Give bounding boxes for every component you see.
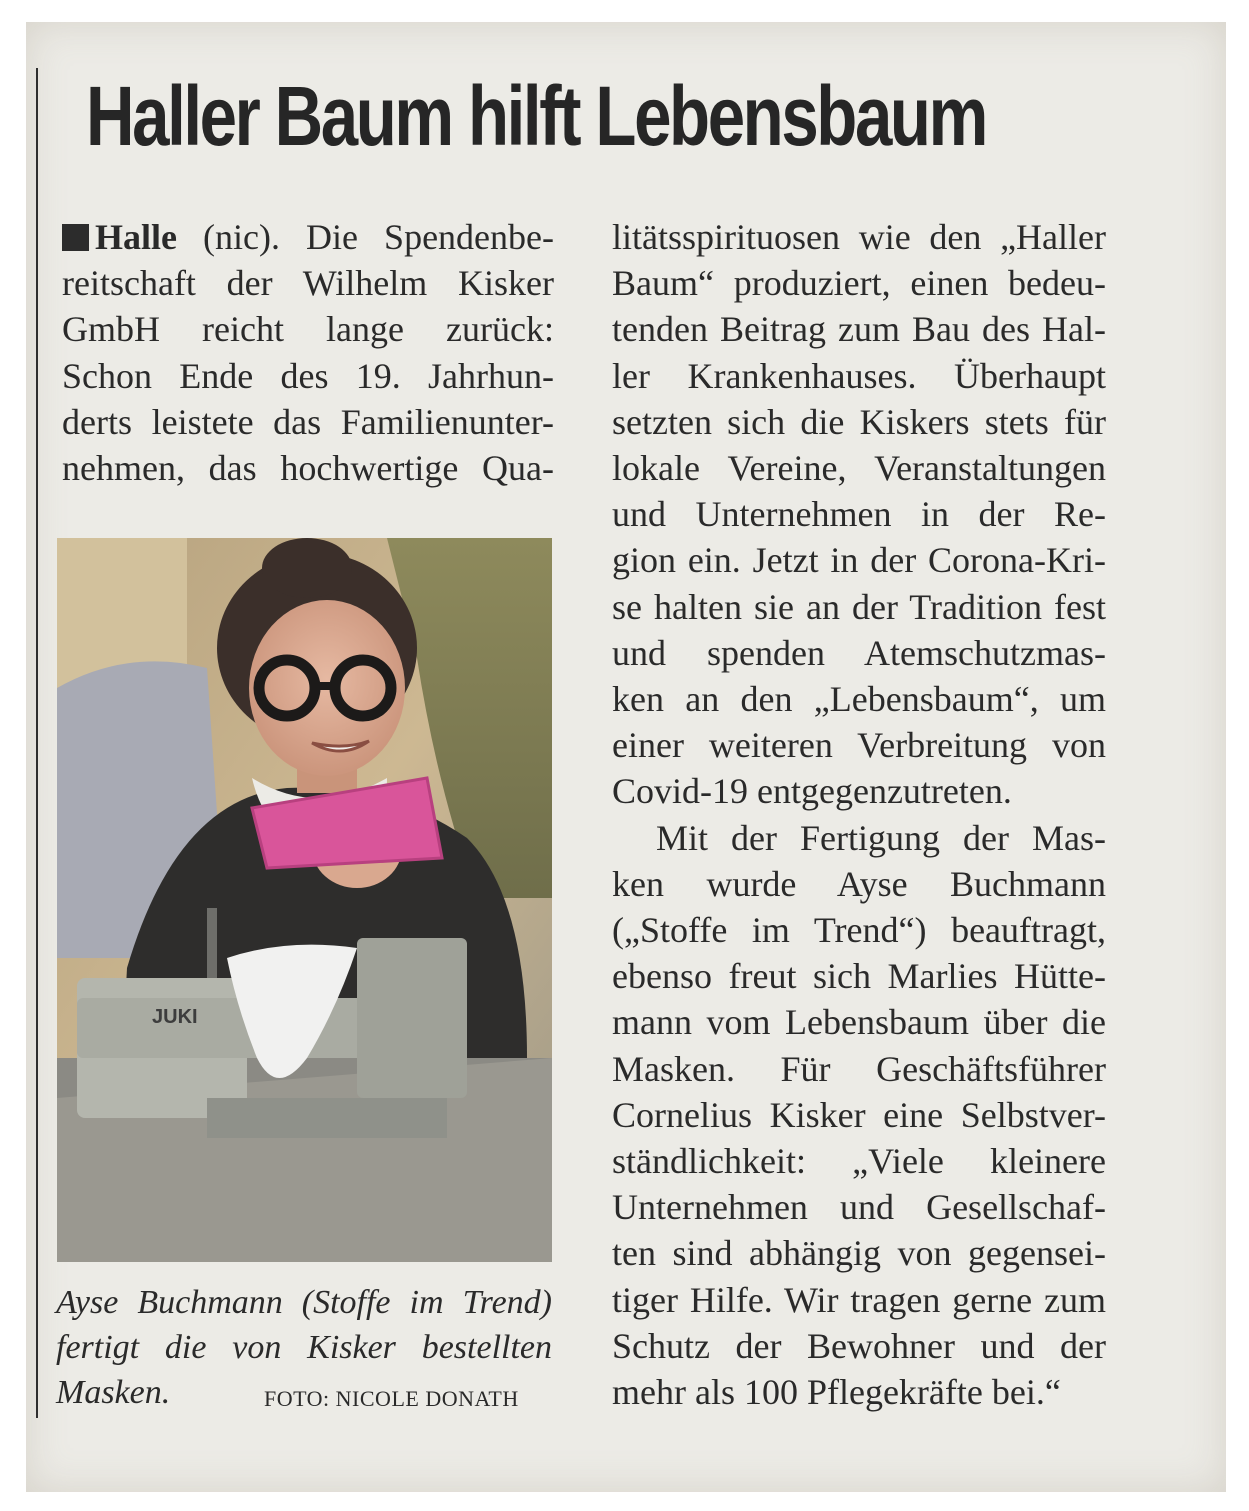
machine-brand-label: JUKI: [152, 1006, 198, 1028]
article-line: ständlichkeit: „Viele kleinere: [612, 1141, 1106, 1182]
article-line: se halten sie an der Tradition fest: [612, 586, 1106, 627]
dateline-city: Halle: [95, 217, 177, 257]
article-line: setzten sich die Kiskers stets für: [612, 401, 1106, 442]
article-photo: [57, 538, 552, 1262]
article-line: GmbH reicht lange zurück:: [62, 309, 554, 350]
photo-sewing-woman: [57, 538, 552, 1262]
article-line: derts leistete das Familienunter-: [62, 401, 554, 442]
article-line: mann vom Lebensbaum über die: [612, 1002, 1106, 1043]
article-line: Baum“ produziert, einen bedeu-: [612, 263, 1106, 304]
article-line: Cornelius Kisker eine Selbstver-: [612, 1094, 1106, 1135]
article-line: und Unternehmen in der Re-: [612, 494, 1106, 535]
article-line: Covid-19 entgegenzutreten.: [612, 771, 1012, 812]
article-line: Unternehmen und Gesellschaf-: [612, 1187, 1106, 1228]
bullet-square-icon: [62, 224, 89, 251]
article-line: tiger Hilfe. Wir tragen gerne zum: [612, 1279, 1106, 1320]
article-line: mehr als 100 Pflegekräfte bei.“: [612, 1372, 1061, 1413]
article-line: Schon Ende des 19. Jahrhun-: [62, 355, 554, 396]
caption-line: Masken.: [56, 1374, 171, 1411]
article-line: tenden Beitrag zum Bau des Hal-: [612, 309, 1106, 350]
article-column-1: [62, 214, 554, 491]
headline: Haller Baum hilft Lebensbaum: [86, 69, 986, 163]
caption-line: Ayse Buchmann (Stoffe im Trend): [56, 1284, 552, 1321]
photo-credit: FOTO: NICOLE DONATH: [264, 1386, 519, 1411]
article-line: ken an den „Lebensbaum“, um: [612, 679, 1106, 720]
article-line: ler Krankenhauses. Überhaupt: [612, 355, 1106, 396]
article-line: lokale Vereine, Veranstaltungen: [612, 448, 1106, 489]
article-column-2: [612, 214, 1106, 1415]
article-line: nehmen, das hochwertige Qua-: [62, 448, 554, 489]
article-line: Masken. Für Geschäftsführer: [612, 1048, 1106, 1089]
article-line: litätsspirituosen wie den „Haller: [612, 217, 1106, 257]
article-line: ebenso freut sich Marlies Hütte-: [612, 956, 1106, 997]
caption-line: fertigt die von Kisker bestellten: [56, 1329, 552, 1366]
article-line: Mit der Fertigung der Mas-: [656, 817, 1106, 858]
article-line: einer weiteren Verbreitung von: [612, 725, 1106, 766]
article-line-1: Halle (nic). Die Spendenbe-: [62, 214, 554, 260]
article-line: ten sind abhängig von gegensei-: [612, 1233, 1106, 1274]
article-line: („Stoffe im Trend“) beauftragt,: [612, 910, 1106, 951]
article-line: ken wurde Ayse Buchmann: [612, 863, 1106, 904]
article-line: reitschaft der Wilhelm Kisker: [62, 263, 554, 304]
column-rule: [36, 68, 38, 1418]
article-line: und spenden Atemschutzmas-: [612, 632, 1106, 673]
article-line: Schutz der Bewohner und der: [612, 1325, 1106, 1366]
article-line: gion ein. Jetzt in der Corona-Kri-: [612, 540, 1106, 581]
